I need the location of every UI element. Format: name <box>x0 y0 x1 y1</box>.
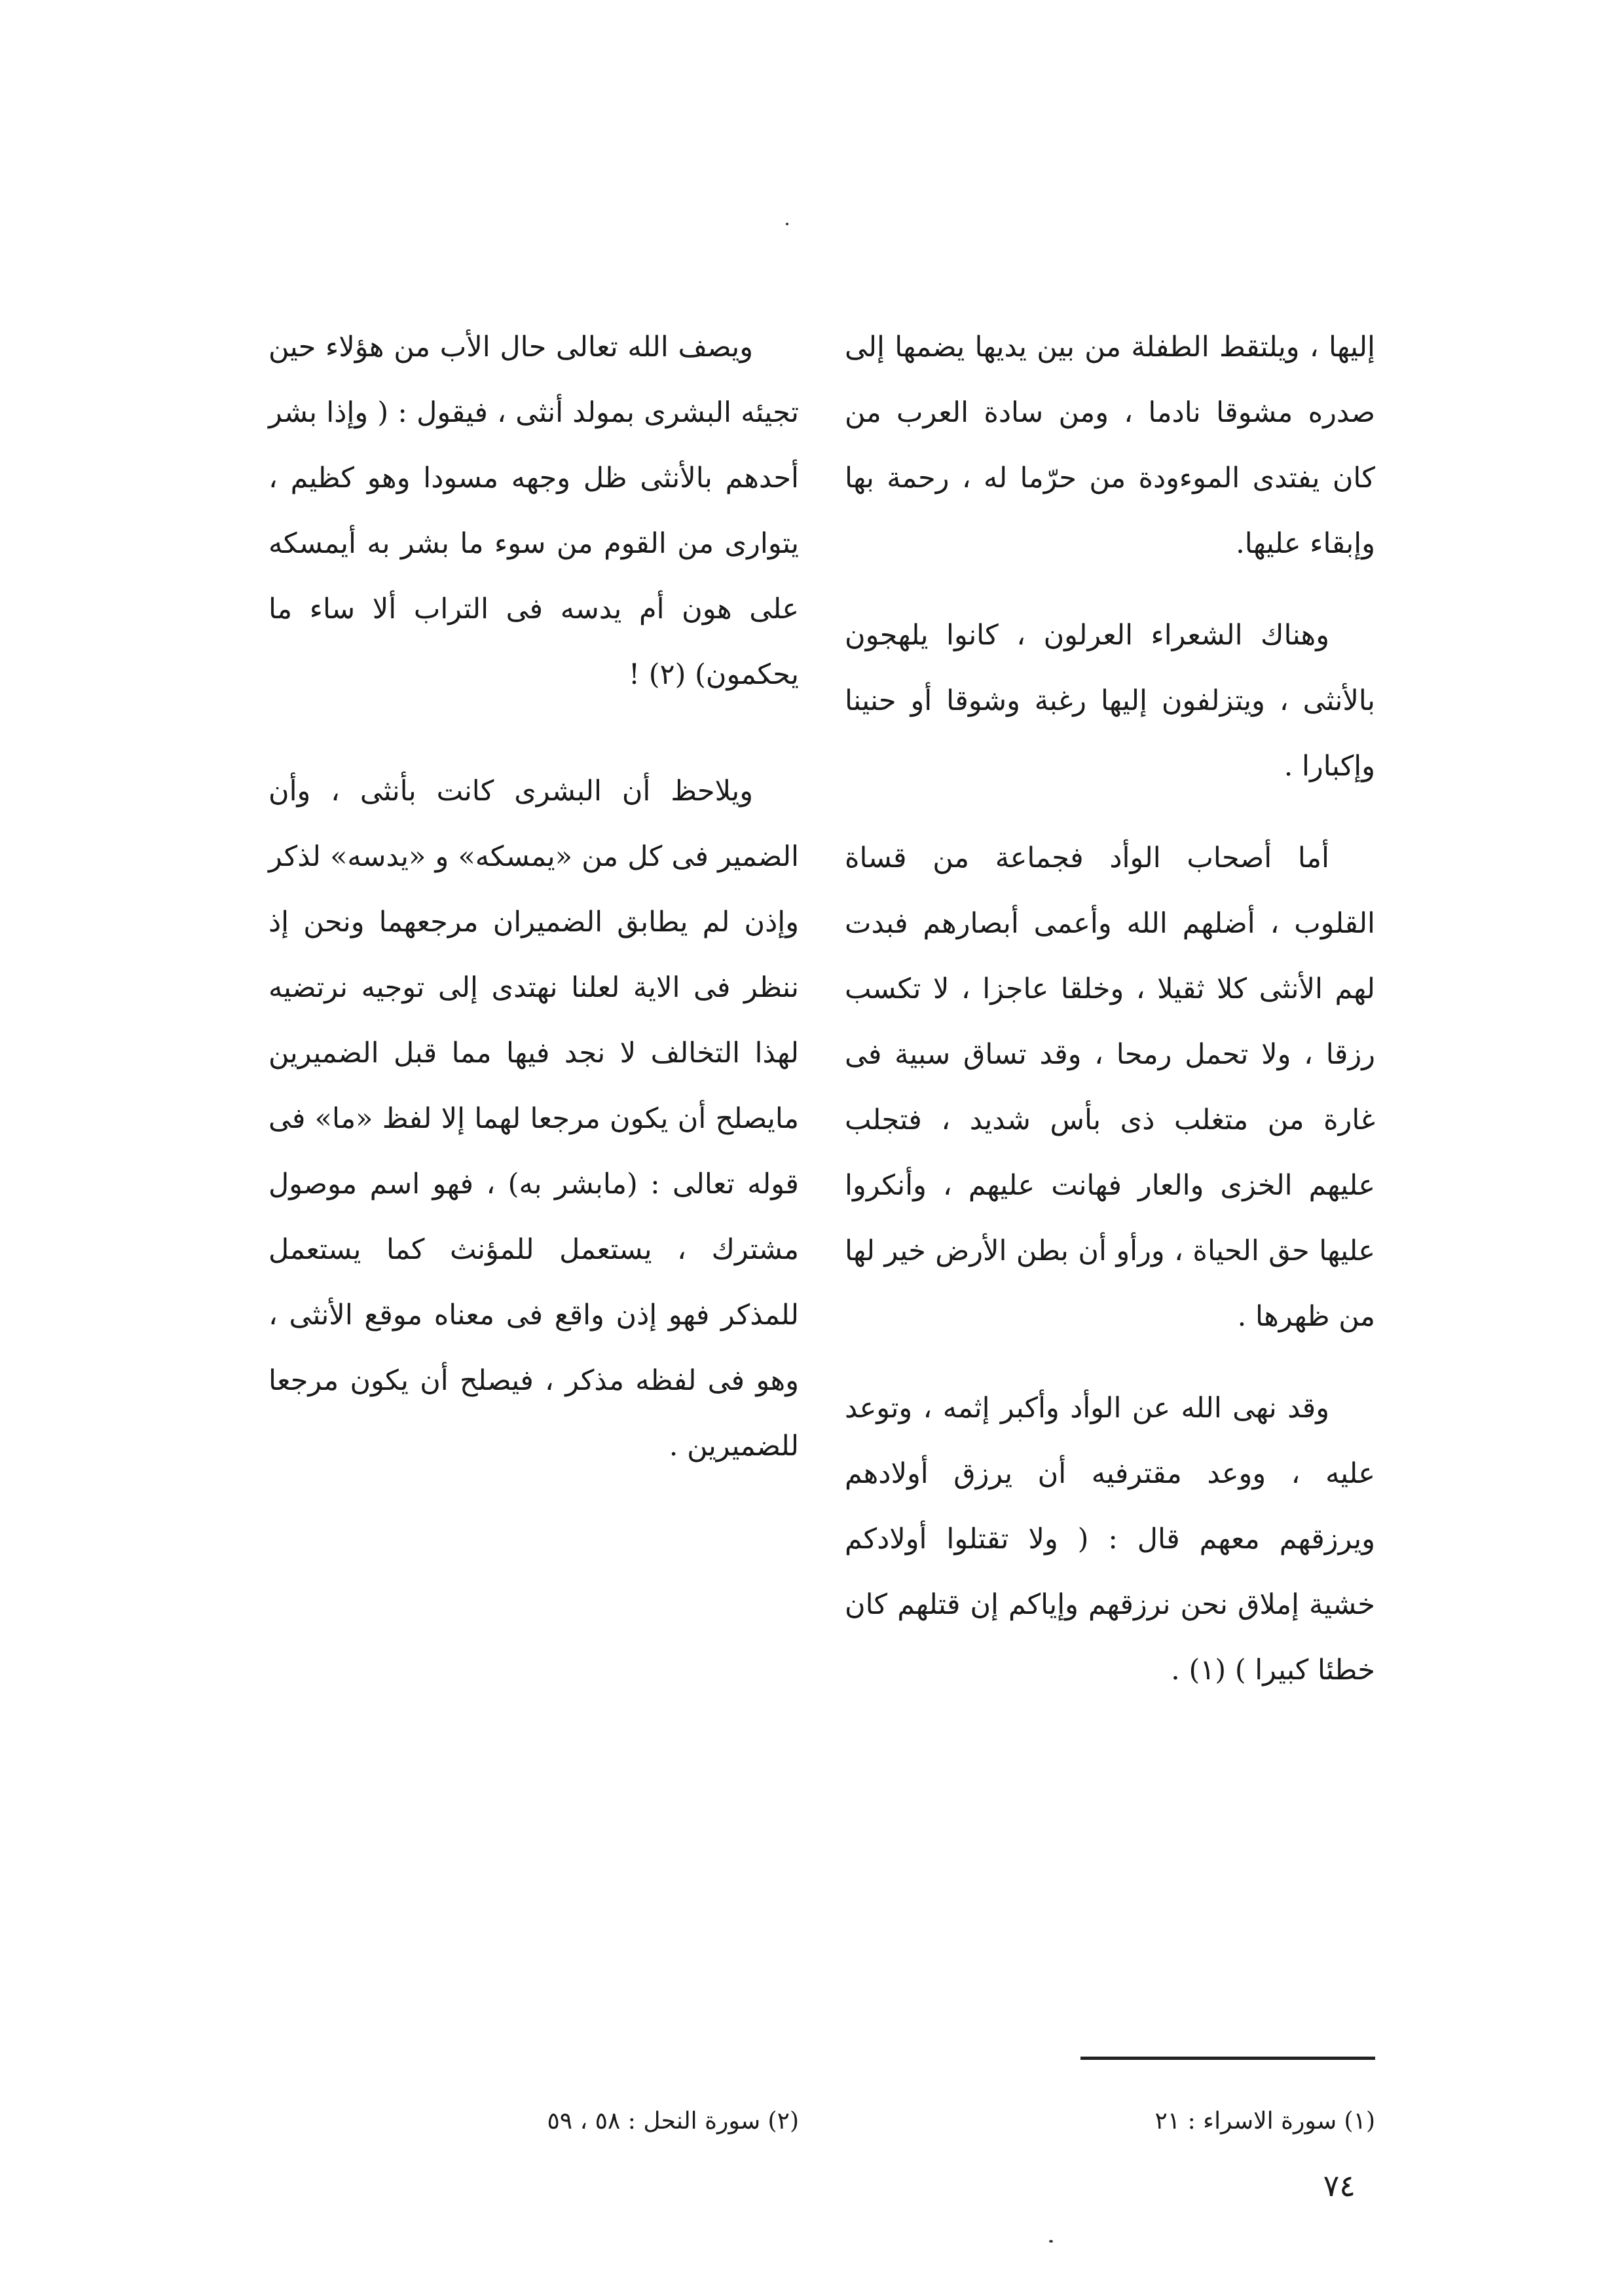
scan-speck <box>1049 2240 1053 2243</box>
paragraph-right-1: إليها ، ويلتقط الطفلة من بين يديها يضمها إلى صدره مشوقا نادما ، ومن سادة العرب من كان يفتدى الموءودة من حرّما له ، رحمة بها وإبقاء عليها. <box>845 331 1375 560</box>
paragraph-right-4: وقد نهى الله عن الوأد وأكبر إثمه ، وتوعد عليه ، ووعد مقترفيه أن يرزق أولادهم ويرزقهم معهم قال : ( ولا تقتلوا أولادكم خشية إملاق نحن نرزقهم وإياكم إن قتلهم كان خطئا كبيرا ) (١) . <box>845 1392 1375 1687</box>
right-column <box>845 314 1375 1703</box>
page-number: ٧٤ <box>1323 2168 1356 2203</box>
paragraph-right-2: وهناك الشعراء العرلون ، كانوا يلهجون بالأنثى ، ويتزلفون إليها رغبة وشوقا أو حنينا وإكبارا . <box>845 619 1375 783</box>
footnote-1: (١) سورة الاسراء : ٢١ <box>1154 2108 1375 2135</box>
footnote-2: (٢) سورة النحل : ٥٨ ، ٥٩ <box>547 2108 799 2135</box>
footnote-divider <box>1080 2057 1375 2060</box>
left-column <box>268 314 799 1479</box>
scan-speck <box>786 223 788 225</box>
paragraph-left-1: ويصف الله تعالى حال الأب من هؤلاء حين تجيئه البشرى بمولد أنثى ، فيقول : ( وإذا بشر أحدهم بالأنثى ظل وجهه مسودا وهو كظيم ، يتوارى من القوم من سوء ما بشر به أيمسكه على هون أم يدسه فى التراب ألا ساء ما يحكمون) (٢) ! <box>268 331 799 691</box>
paragraph-right-3: أما أصحاب الوأد فجماعة من قساة القلوب ، أضلهم الله وأعمى أبصارهم فبدت لهم الأنثى كلا ثقيلا ، وخلقا عاجزا ، لا تكسب رزقا ، ولا تحمل رمحا ، وقد تساق سبية فى غارة من متغلب ذى بأس شديد ، فتجلب عليهم الخزى والعار فهانت عليهم ، وأنكروا عليها حق الحياة ، ورأو أن بطن الأرض خير لها من ظهرها . <box>845 842 1375 1333</box>
paragraph-left-2: ويلاحظ أن البشرى كانت بأنثى ، وأن الضمير فى كل من «يمسكه» و «يدسه» لذكر وإذن لم يطابق الضميران مرجعهما ونحن إذ ننظر فى الاية لعلنا نهتدى إلى توجيه نرتضيه لهذا التخالف لا نجد فيها مما قبل الضميرين مايصلح أن يكون مرجعا لهما إلا لفظ «ما» فى قوله تعالى : (مابشر به) ، فهو اسم موصول مشترك ، يستعمل للمؤنث كما يستعمل للمذكر فهو إذن واقع فى معناه موقع الأنثى ، وهو فى لفظه مذكر ، فيصلح أن يكون مرجعا للضميرين . <box>268 775 799 1463</box>
